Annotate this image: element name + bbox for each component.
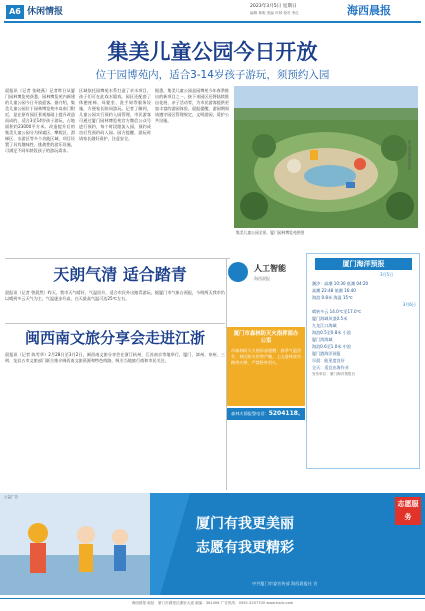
banner-line-1: 厦门有我更美丽	[196, 516, 294, 532]
banner-credit: 中共厦门市委宣传部 海西晨报社 宣	[252, 581, 318, 586]
column-divider	[226, 258, 227, 490]
lead-headline: 集美儿童公园今日开放	[107, 40, 318, 64]
park-photo	[234, 86, 418, 228]
forecast-line: 厦门港海洋预报	[312, 351, 341, 356]
editor-line: 编辑 林明 美编 叶林 校对 李红	[250, 11, 299, 15]
forecast-line: 海浪 0.8米 海温 15℃	[312, 295, 353, 300]
photo-credit: 厦门园林博览苑供图	[407, 140, 411, 170]
forecast-line: 3月6日	[402, 302, 416, 307]
forecast-line: 全天：适宜出海作业	[312, 365, 349, 370]
robot-icon	[228, 262, 248, 282]
page-number-badge: A6	[6, 5, 24, 19]
forecast-line: 晴转多云 14.0℃至17.0℃	[312, 309, 362, 314]
forecast-line: 高潮 22:48 低潮 16:40	[312, 288, 356, 293]
hotline-number: 5204118、110	[231, 410, 304, 429]
lead-divider	[5, 258, 230, 259]
forecast-line: 海浪0.6至1.0米 中浪	[312, 344, 351, 349]
newspaper-logo: 海西晨报	[347, 4, 391, 17]
forecast-line: 九龙江口海域	[312, 323, 337, 328]
weather-headline: 天朗气清 适合踏青	[53, 265, 187, 284]
lead-column-2: 区域依托园博苑水系打造了亲水项目，孩子们可在此戏水嬉戏。园区还配套了休憩座椅、母婴室、洗手间等服务设施，方便家长陪同游玩。记者了解到，儿童公园实行预约入园管理，市民游客可通过厦门园林博览苑官方微信公众号进行预约，每个时段限流入园，预约成功后凭预约码入园。园方提醒，游玩时请家长做好看护，注意安全。	[79, 88, 151, 142]
hotline-bar	[227, 408, 305, 429]
weather-divider	[5, 323, 225, 324]
forecast-line: 潮汐：高潮 10:30 低潮 04:20	[312, 281, 369, 286]
forecast-title: 厦门海洋预报	[315, 258, 412, 270]
masthead-rule	[4, 21, 421, 23]
forecast-line: 厦门海域风浪0.5米	[312, 316, 348, 321]
lead-subhead: 位于园博苑内，适合3-14岁孩子游玩，须预约入园	[95, 69, 330, 81]
volunteer-banner	[0, 493, 425, 595]
lead-column-1: 晨报讯（记者 张晓燕）记者昨日从厦门园林博览苑获悉，园林博览苑内新建的儿童公园今日开放迎客。据介绍，集美儿童公园位于园林博览苑中岛南门附近，是在原有园区景观基础上提升改造而成的，适合3至14岁孩子游玩，占地面积约23000平方米。改造提升后的集美儿童公园分为探索区、攀爬区、滑梯区、水游区等多个功能区域，项目设置了具有趣味性、挑战性的游乐设施，可满足不同年龄段孩子的游玩需求。	[5, 88, 75, 154]
notice-subtitle: 海西晨报	[254, 276, 270, 281]
forecast-list	[312, 280, 416, 378]
lead-column-3: 据悉，集美儿童公园是园博苑今年春季推出的新项目之一，接下来园区还将陆续推出花展、亲子活动等，为市民游客提供更加丰富的游园体验。晨报提醒，游园期间请遵守园区管理规定，文明游园，爱护公共设施。	[155, 88, 229, 124]
volunteer-badge: 志愿服务	[395, 497, 421, 525]
page-footer: 海西晨报 地址：厦门市湖里区湖里大道 邮编：361006 广告热线：0592-5207700 www.hxcb.com	[0, 598, 425, 607]
section-title: 休闲情报	[27, 7, 64, 17]
forecast-line: 海浪0.5至0.8米 小浪	[312, 330, 351, 335]
notice-title: 人工智能	[254, 264, 286, 273]
fire-box-title: 厦门市森林防灭火指挥部办公室	[233, 331, 299, 344]
weather-text: 晨报讯（记者 曾晨然）昨天，我市天气晴好，气温回升，适合市民外出踏青游玩。据厦门市气象台预报，今明两天我市仍以晴到多云天气为主，气温逐步升高，白天最高气温可达25℃左右。	[5, 290, 225, 302]
forecast-line: 厦门湾海域	[312, 337, 333, 342]
forecast-date: 3月5日	[380, 272, 394, 277]
issue-date: 2023年3月5日 星期日	[250, 4, 297, 9]
banner-line-2: 志愿有我更精彩	[196, 540, 294, 556]
forecast-line: 早晨：能见度良好	[312, 358, 345, 363]
culture-headline: 闽西南文旅分享会走进江浙	[24, 329, 205, 347]
culture-text: 晨报讯（记者 陈雪华）2月28日至3月2日，闽西南文旅分享会在浙江杭州、江苏南京等地举行，厦门、漳州、泉州、三明、龙岩五市文旅部门联合推介闽西南文旅资源和特色线路，吸引当地旅行商和市民关注。	[5, 352, 225, 364]
fire-prevention-box	[227, 327, 305, 406]
fire-box-text: 市森林防灭火指挥部提醒：春季气温回升，林区防火形势严峻，上山进林请勿携带火种，严禁野外用火。	[231, 348, 301, 365]
hotline-label: 森林火情报警电话：	[231, 411, 269, 416]
banner-corner-label: 公益广告	[4, 495, 18, 499]
forecast-line: 发布单位：厦门海洋预报台	[312, 372, 356, 376]
photo-caption: 集美儿童公园全景。厦门园林博览苑供图	[236, 230, 305, 235]
